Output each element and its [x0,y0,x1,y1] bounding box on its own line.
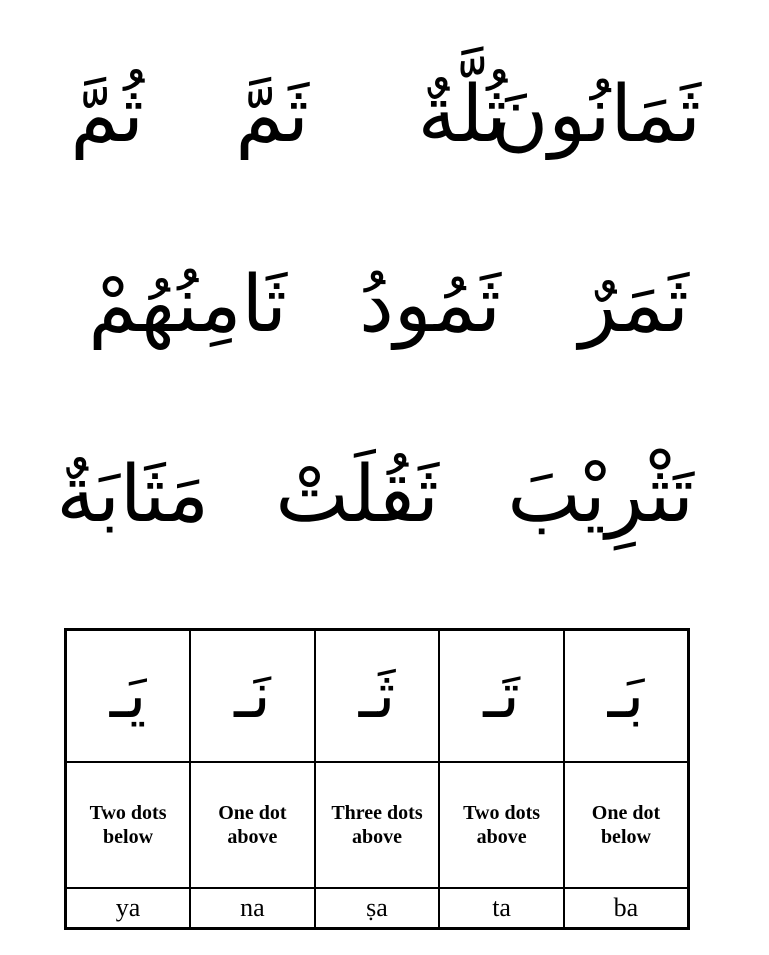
description-line: Two dots [463,802,541,824]
description-line: above [351,826,402,848]
arabic-word: ثَمَرٌ [579,260,689,350]
glyph-row [66,630,689,763]
arabic-word: ثَمَانُونَ [491,70,701,160]
letter-dots-table [64,628,690,930]
description-line: One dot [218,802,287,824]
translit-sa: ṣa [315,888,440,929]
translit-ta: ta [439,888,564,929]
translit-na: na [190,888,315,929]
arabic-word: تَثْرِيْبَ [507,450,694,540]
arabic-word: ثَامِنُهُمْ [88,260,287,350]
translit-ya: ya [66,888,191,929]
description-line: Three dots [331,802,423,824]
description-line: below [600,826,651,848]
arabic-word: ثُمَّ [70,70,144,160]
arabic-word: ثَمُودُ [359,260,501,350]
letter-glyph-na: نَـ [190,630,315,763]
dot-description-sa [315,762,440,888]
description-row [66,762,689,888]
word-row-2 [0,230,769,380]
letter-glyph-ya: يَـ [66,630,191,763]
translit-ba: ba [564,888,689,929]
dot-description-ya [66,762,191,888]
description-line: below [103,826,154,848]
word-row-3 [0,420,769,570]
description-line: above [227,826,278,848]
arabic-word: ثَمَّ [235,70,309,160]
letter-glyph-sa: ثَـ [315,630,440,763]
dot-description-na [190,762,315,888]
letter-glyph-ta: تَـ [439,630,564,763]
letter-glyph-ba: بَـ [564,630,689,763]
arabic-word: ثُلَّةٌ [417,70,507,160]
description-line: above [476,826,527,848]
arabic-word: مَثَابَةٌ [56,450,209,540]
dot-description-ba [564,762,689,888]
description-line: Two dots [89,802,167,824]
arabic-word: ثَقُلَتْ [275,450,439,540]
description-line: One dot [591,802,661,824]
transliteration-row [66,888,689,929]
dot-description-ta [439,762,564,888]
word-row-1 [0,40,769,190]
